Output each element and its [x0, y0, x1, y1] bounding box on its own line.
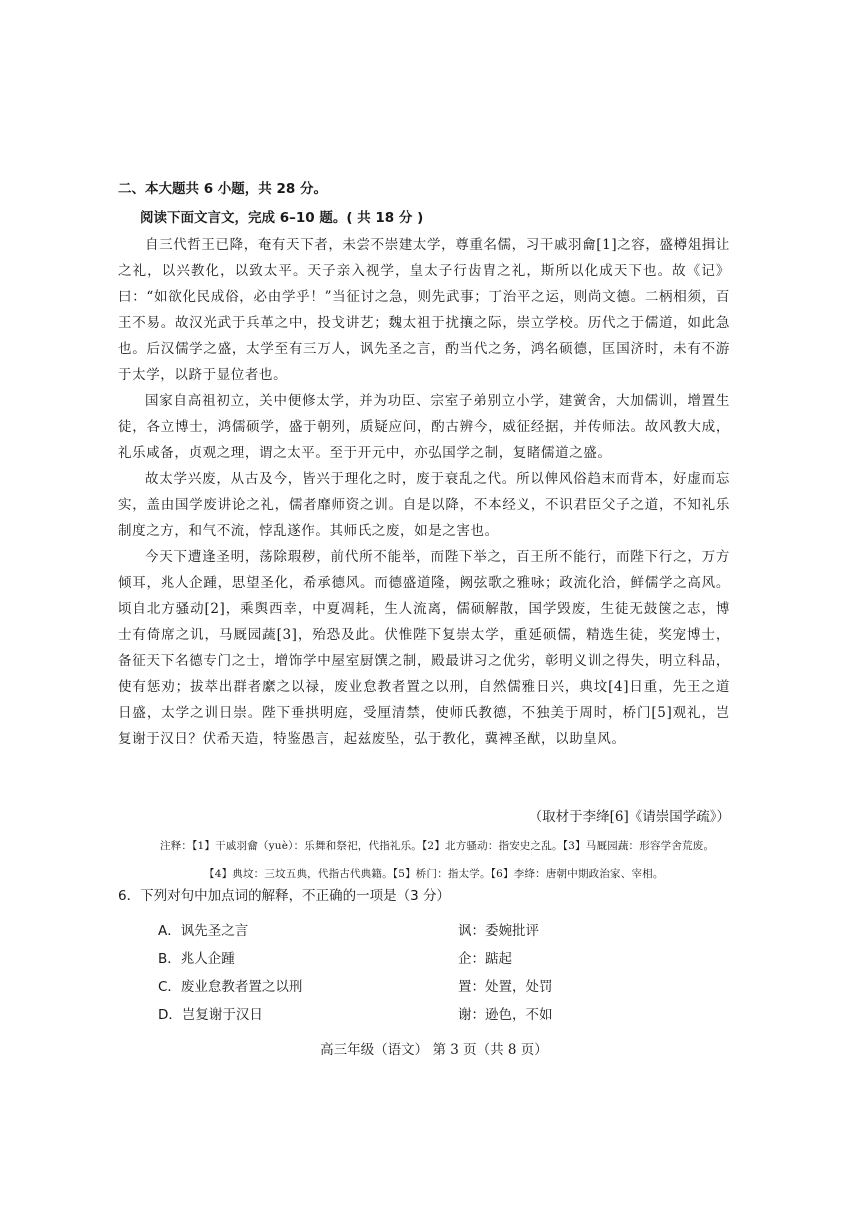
- option-b: [118, 943, 758, 971]
- annotation-line-1: 注释：【1】干戚羽龠（yuè）：乐舞和祭祀，代指礼乐。【2】北方骚动：指安史之乱。【3】马厩园蔬：形容学舍荒废。: [160, 840, 715, 852]
- option-c: [118, 971, 758, 999]
- option-b-explanation: 企：踮起: [458, 951, 512, 967]
- annotation-line-2: 【4】典坟：三坟五典，代指古代典籍。【5】桥门：指太学。【6】李绛：唐朝中期政治家、宰相。: [204, 868, 664, 880]
- option-a-phrase: A．讽先圣之言: [158, 923, 249, 939]
- option-b-phrase: B．兆人企踵: [158, 951, 235, 967]
- option-a: [118, 915, 758, 943]
- question-6: [118, 884, 758, 1027]
- passage-paragraph-4: 今天下遭逢圣明，荡除瑕秽，前代所不能举，而陛下举之，百王所不能行，而陛下行之，万方倾耳，兆人企踵，思望圣化，希承德风。而德盛道隆，阙弦歌之雅咏；政流化洽，鲜儒学之高风。顷自北方骚动[2]，乘舆西幸，中夏凋耗，生人流离，儒硕解散，国学毁废，生徒无鼓箧之志，博士有倚席之讥，马厩园蔬[3]，殆恐及此。伏惟陛下复崇太学，重延硕儒，精选生徒，奖宠博士，备征天下名德专门之士，增饰学中屋室厨馔之制，殿最讲习之优劣，彰明义训之得失，明立科品，使有惩劝；拔萃出群者縻之以禄，废业怠教者置之以刑，自然儒雅日兴，典坟[4]日重，先王之道日盛，太学之训日崇。陛下垂拱明庭，受厘清禁，使师氏教德，不独美于周时，桥门[5]观礼，岂复谢于汉日？伏希天造，特鉴愚言，起兹废坠，弘于教化，冀裨圣猷，以助皇风。: [118, 549, 730, 747]
- passage-paragraph-1: 自三代哲王已降，奄有天下者，未尝不崇建太学，尊重名儒，习干戚羽龠[1]之容，盛樽俎揖让之礼，以兴教化，以致太平。天子亲入视学，皇太子行齿胄之礼，斯所以化成天下也。故《记》曰：“如欲化民成俗，必由学乎！”当征讨之急，则先武事；丁治平之运，则尚文德。二柄相须，百王不易。故汉光武于兵革之中，投戈讲艺；魏太祖于扰攘之际，崇立学校。历代之于儒道，如此急也。后汉儒学之盛，太学至有三万人，讽先圣之言，酌当代之务，鸿名硕德，匡国济时，未有不游于太学，以跻于显位者也。: [118, 237, 730, 383]
- question-stem: 6．下列对句中加点词的解释，不正确的一项是（3 分）: [118, 888, 450, 904]
- option-c-phrase: C．废业怠教者置之以刑: [158, 979, 303, 995]
- reading-instruction: 阅读下面文言文，完成 6–10 题。( 共 18 分 ): [140, 210, 424, 226]
- page-footer: 高三年级（语文） 第 3 页（共 8 页）: [320, 1042, 548, 1058]
- passage-paragraph-2: 国家自高祖初立，关中便修太学，并为功臣、宗室子弟别立小学，建黉舍，大加儒训，增置生徒，各立博士，鸿儒硕学，盛于朝列，质疑应问，酌古辨今，威征经据，并传师法。故风教大成，礼乐咸备，贞观之理，谓之太平。至于开元中，亦弘国学之制，复睹儒道之盛。: [118, 393, 730, 461]
- section-title: 二、本大题共 6 小题，共 28 分。: [118, 181, 327, 197]
- option-d: [118, 999, 758, 1027]
- option-a-explanation: 讽：委婉批评: [458, 923, 539, 939]
- classical-passage: [118, 232, 730, 752]
- option-d-phrase: D．岂复谢于汉日: [158, 1007, 263, 1023]
- option-c-explanation: 置：处置，处罚: [458, 979, 553, 995]
- passage-paragraph-3: 故太学兴废，从古及今，皆兴于理化之时，废于衰乱之代。所以俾风俗趋末而背本，好虚而忘实，盖由国学废讲论之礼，儒者靡师资之训。自是以降，不本经义，不识君臣父子之道，不知礼乐制度之方，和气不流，悖乱遂作。其师氏之废，如是之害也。: [118, 471, 730, 539]
- passage-source: （取材于李绛[6]《请崇国学疏》）: [528, 809, 730, 825]
- option-d-explanation: 谢：逊色，不如: [458, 1007, 553, 1023]
- annotations: [160, 832, 740, 888]
